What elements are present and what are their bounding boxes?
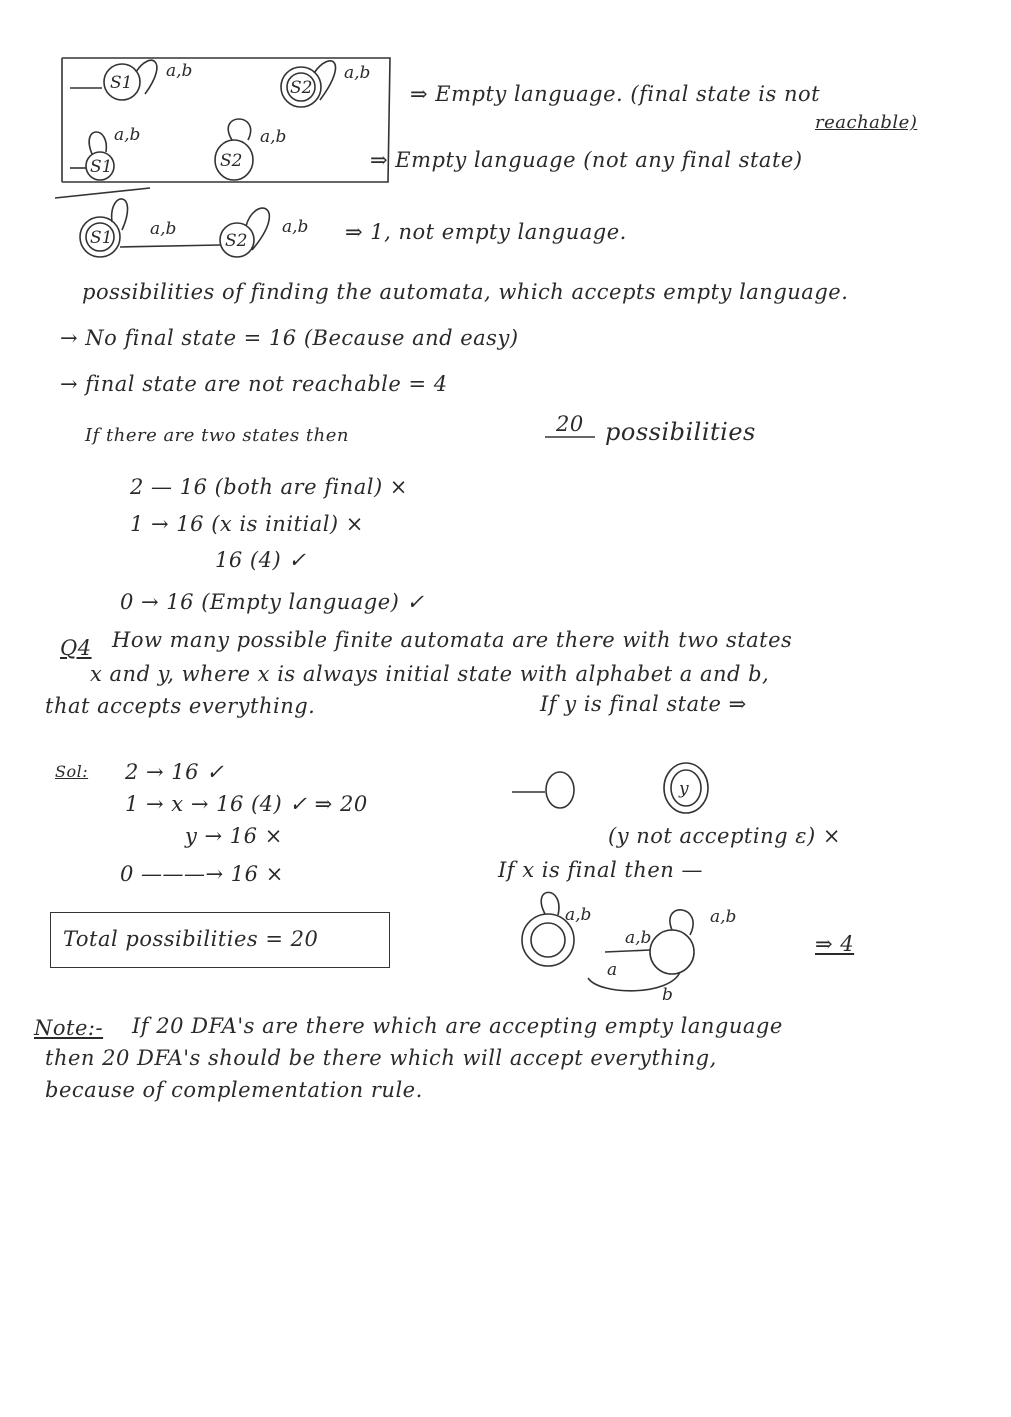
case-one-final: 1 → 16 (x is initial) × — [130, 512, 364, 536]
loop-label: a,b — [344, 63, 371, 83]
loop-label: a,b — [565, 905, 592, 925]
dfa-y-final — [512, 763, 708, 813]
total-box — [50, 912, 390, 968]
case-3-result: ⇒ 1, not empty language. — [345, 220, 627, 244]
note-line-3: because of complementation rule. — [45, 1078, 423, 1102]
x-final-result: ⇒ 4 — [815, 932, 855, 956]
transition-arrow-icon — [120, 245, 220, 247]
solution-label: Sol: — [55, 762, 89, 781]
case-2-result: ⇒ Empty language (not any final state) — [370, 148, 803, 172]
state-s2-label: S2 — [290, 78, 313, 98]
state-y — [650, 930, 694, 974]
dfa-case-3 — [55, 188, 308, 257]
unreachable-line: → final state are not reachable = 4 — [60, 372, 448, 396]
self-loop-icon — [314, 61, 336, 100]
self-loop-icon — [670, 910, 693, 935]
note-line-1: If 20 DFA's are there which are accepting empty language — [132, 1014, 783, 1038]
y-not-accepting-note: (y not accepting ε) × — [608, 824, 841, 848]
solution-1x: 1 → x → 16 (4) ✓ ⇒ 20 — [125, 792, 368, 816]
case-zero-final: 0 → 16 (Empty language) ✓ — [120, 590, 425, 614]
loop-label: a,b — [282, 217, 309, 237]
loop-label: a,b — [166, 61, 193, 81]
if-y-final: If y is final state ⇒ — [540, 692, 747, 716]
self-loop-icon — [228, 119, 250, 140]
if-x-final: If x is final then — — [498, 858, 703, 882]
two-states-line: If there are two states then — [85, 425, 349, 446]
note-line-2: then 20 DFA's should be there which will accept everything, — [45, 1046, 717, 1070]
state-s1-label: S1 — [90, 157, 113, 177]
transition-arrow-icon — [605, 950, 650, 952]
edge-a-label: a — [607, 960, 618, 980]
case-1-result-cont: reachable) — [815, 112, 918, 133]
edge-label: a,b — [625, 928, 652, 948]
final-ring — [531, 923, 565, 957]
loop-label: a,b — [710, 907, 737, 927]
state-x — [546, 772, 574, 808]
loop-label: a,b — [114, 125, 141, 145]
question-label: Q4 — [60, 636, 92, 660]
state-s2-label: S2 — [225, 231, 248, 251]
note-label: Note:- — [34, 1016, 104, 1040]
self-loop-icon — [89, 132, 106, 154]
case-1-result: ⇒ Empty language. (final state is not — [410, 82, 821, 106]
self-loop-icon — [541, 892, 559, 915]
state-s2-label: S2 — [220, 151, 243, 171]
no-final-state-line: → No final state = 16 (Because and easy) — [60, 326, 519, 350]
dfa-x-final — [522, 892, 736, 1005]
analysis-heading: possibilities of finding the automata, which accepts empty language. — [82, 280, 849, 304]
solution-0: 0 ———→ 16 × — [120, 862, 284, 886]
edge-label: a,b — [150, 219, 177, 239]
state-y-label: y — [679, 779, 689, 799]
case-one-final-b: 16 (4) ✓ — [215, 548, 307, 572]
divider — [55, 188, 150, 198]
self-loop-icon — [112, 199, 128, 230]
question-line-3: that accepts everything. — [45, 694, 316, 718]
solution-2: 2 → 16 ✓ — [125, 760, 225, 784]
question-line-1: How many possible finite automata are there with two states — [112, 628, 793, 652]
solution-1y: y → 16 × — [185, 824, 283, 848]
case-two-final: 2 — 16 (both are final) × — [130, 475, 408, 499]
dfa-case-1 — [70, 60, 370, 107]
edge-b-label: b — [662, 985, 673, 1005]
state-s1-label: S1 — [90, 228, 113, 248]
question-line-2: x and y, where x is always initial state with alphabet a and b, — [90, 662, 770, 686]
loop-label: a,b — [260, 127, 287, 147]
total-label: possibilities — [605, 418, 756, 446]
total-count: 20 — [556, 412, 584, 436]
dfa-case-2 — [70, 119, 286, 180]
total-possibilities: Total possibilities = 20 — [63, 927, 319, 951]
state-s1-label: S1 — [110, 73, 133, 93]
